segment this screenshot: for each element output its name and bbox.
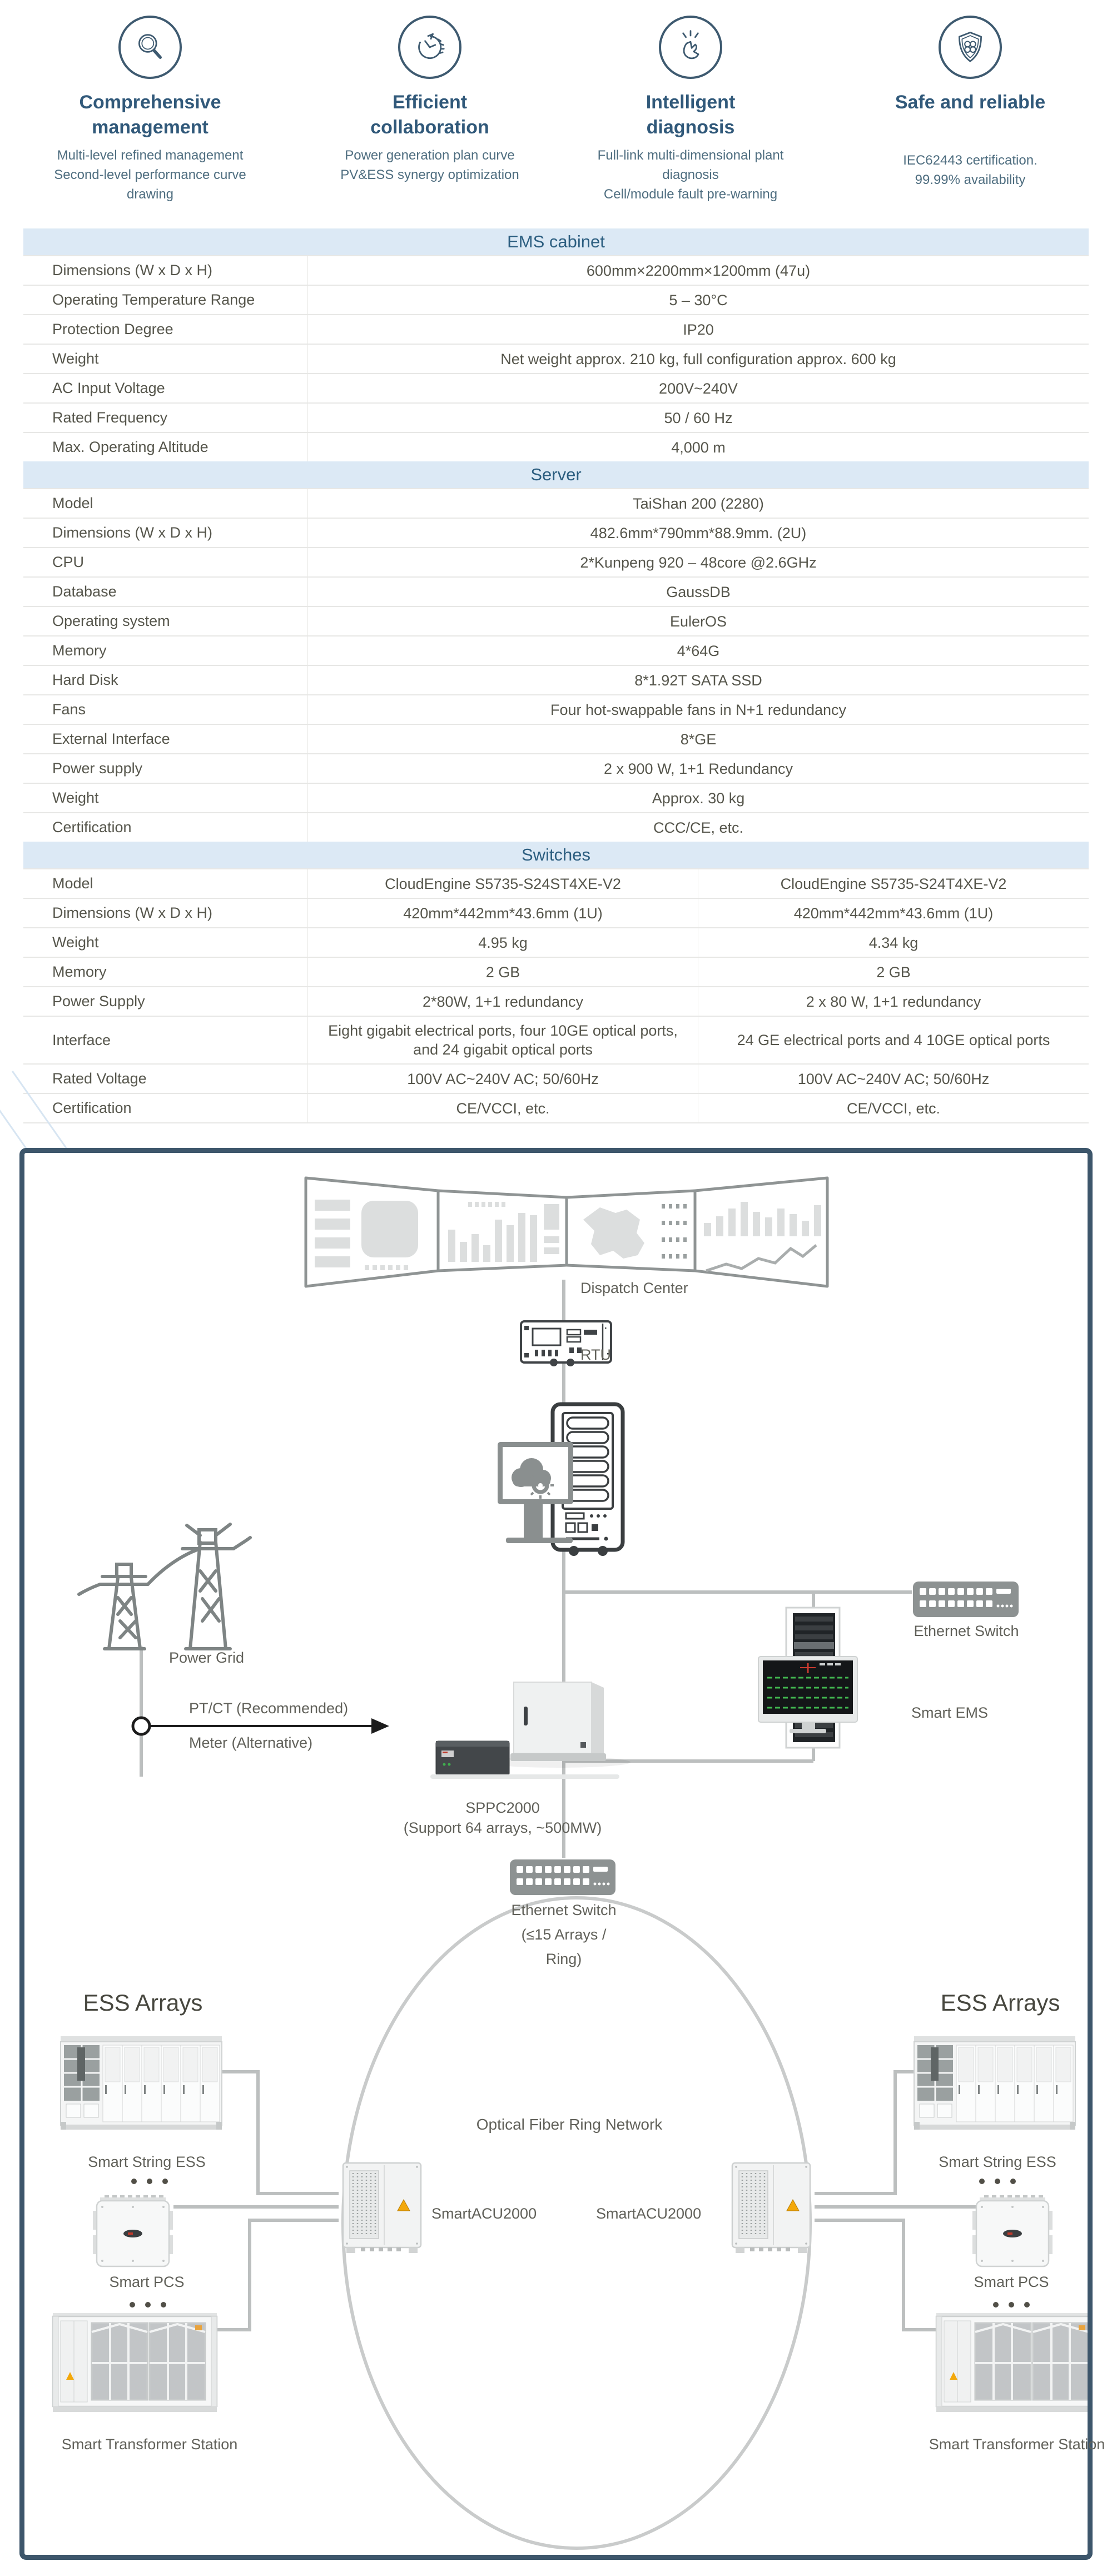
feature-desc-line1: Full-link multi-dimensional plant diagnosis	[597, 148, 784, 182]
power-grid-label: Power Grid	[169, 1649, 245, 1666]
smart-transformer-left-icon	[53, 2313, 217, 2412]
feature-desc	[319, 146, 541, 185]
spec-row: Model CloudEngine S5735-S24ST4XE-V2 CloudEngine S5735-S24T4XE-V2	[23, 868, 1089, 898]
feature-title	[859, 90, 1081, 115]
ess-arrays-right-title: ESS Arrays	[940, 1990, 1060, 2016]
spec-row: Dimensions (W x D x H) 482.6mm*790mm*88.9mm. (2U)	[23, 518, 1089, 547]
optical-ring-label: Optical Fiber Ring Network	[476, 2116, 663, 2133]
feature-title	[579, 90, 802, 140]
spec-row: CPU 2*Kunpeng 920 – 48core @2.6GHz	[23, 547, 1089, 576]
feature-desc	[579, 146, 802, 204]
feature-desc-line1: Power generation plan curve	[345, 148, 515, 163]
spec-row: Dimensions (W x D x H) 600mm×2200mm×1200mm (47u)	[23, 255, 1089, 285]
finger-snap-icon	[659, 16, 722, 79]
center-switch-label-line3: Ring)	[545, 1951, 582, 1967]
smartacu2000-left-label: SmartACU2000	[431, 2205, 537, 2222]
feature-desc	[39, 146, 261, 204]
spec-row: Interface Eight gigabit electrical ports, four 10GE optical ports, and 24 gigabit optical ports 24 GE electrical ports and 4 10GE optical ports	[23, 1016, 1089, 1063]
feature-desc-line2: Cell/module fault pre-warning	[603, 187, 778, 202]
spec-tables	[23, 228, 1089, 1123]
spec-row: Power Supply 2*80W, 1+1 redundancy 2 x 80 W, 1+1 redundancy	[23, 986, 1089, 1016]
feature-title	[39, 90, 261, 140]
smart-string-ess-left-label: Smart String ESS	[88, 2154, 206, 2170]
smart-transformer-left-label: Smart Transformer Station	[61, 2436, 238, 2453]
center-switch-label-line1: Ethernet Switch	[511, 1902, 617, 1918]
sppc2000-label-line1: SPPC2000	[465, 1799, 540, 1816]
feature-title-line2: collaboration	[370, 117, 489, 138]
table-header-ems: EMS cabinet	[23, 228, 1089, 255]
architecture-diagram	[19, 1148, 1105, 2560]
spec-row: Weight Approx. 30 kg	[23, 783, 1089, 812]
feature-title-line2: management	[92, 117, 209, 138]
ess-arrays-left-title: ESS Arrays	[83, 1990, 203, 2016]
ellipsis-dots	[131, 2179, 168, 2184]
sppc2000-label	[386, 1798, 619, 1838]
smart-pcs-right-label: Smart PCS	[974, 2274, 1049, 2290]
smart-pcs-right-icon	[972, 2195, 1053, 2266]
ptct-label: PT/CT (Recommended)	[189, 1700, 349, 1717]
ellipsis-dots	[979, 2179, 1016, 2184]
smartacu2000-right-icon	[732, 2163, 810, 2253]
grid-tap-node	[133, 1718, 150, 1734]
feature-title	[319, 90, 541, 140]
spec-row: Memory 4*64G	[23, 635, 1089, 665]
feature-desc	[859, 151, 1081, 190]
feature-comprehensive-management	[39, 16, 261, 204]
smart-pcs-left-label: Smart PCS	[109, 2274, 185, 2290]
feature-desc-line1: IEC62443 certification.	[903, 153, 1037, 168]
feature-desc-line1: Multi-level refined management	[57, 148, 244, 163]
spec-row: Model TaiShan 200 (2280)	[23, 488, 1089, 518]
feature-intelligent-diagnosis	[579, 16, 802, 204]
spec-row: Weight 4.95 kg 4.34 kg	[23, 927, 1089, 957]
spec-row: Dimensions (W x D x H) 420mm*442mm*43.6mm (1U) 420mm*442mm*43.6mm (1U)	[23, 898, 1089, 927]
feature-title-line1: Intelligent	[646, 92, 736, 113]
feature-title-line1: Comprehensive	[79, 92, 221, 113]
spec-row: Power supply 2 x 900 W, 1+1 Redundancy	[23, 753, 1089, 783]
ellipsis-dots	[130, 2302, 166, 2308]
spec-row: Fans Four hot-swappable fans in N+1 redundancy	[23, 694, 1089, 724]
feature-desc-line2: Second-level performance curve drawing	[54, 167, 246, 202]
spec-row: Database GaussDB	[23, 576, 1089, 606]
ethernet-switch-center-icon	[510, 1859, 615, 1895]
shield-clover-icon	[939, 16, 1002, 79]
sppc2000-label-line2: (Support 64 arrays, ~500MW)	[403, 1819, 602, 1836]
ethernet-switch-top-icon	[913, 1582, 1019, 1617]
spec-row: External Interface 8*GE	[23, 724, 1089, 753]
feature-title-line1: Safe and reliable	[895, 92, 1046, 113]
magnifier-icon	[118, 16, 182, 79]
spec-row: Max. Operating Altitude 4,000 m	[23, 432, 1089, 461]
dispatch-center-label: Dispatch Center	[580, 1280, 688, 1296]
feature-efficient-collaboration	[319, 16, 541, 185]
feature-desc-line2: PV&ESS synergy optimization	[340, 167, 519, 182]
smartacu2000-left-icon	[343, 2163, 421, 2253]
spec-row: Rated Frequency 50 / 60 Hz	[23, 402, 1089, 432]
spec-row: Rated Voltage 100V AC~240V AC; 50/60Hz 100V AC~240V AC; 50/60Hz	[23, 1063, 1089, 1093]
meter-label: Meter (Alternative)	[189, 1734, 313, 1751]
spec-row: Protection Degree IP20	[23, 314, 1089, 344]
smart-transformer-right-label: Smart Transformer Station	[929, 2436, 1105, 2453]
diagram-canvas	[24, 1153, 1088, 2555]
feature-safe-reliable	[859, 16, 1081, 190]
ptct-arrow	[133, 1718, 389, 1734]
rtu-label: RTU	[580, 1346, 612, 1363]
spec-row: Memory 2 GB 2 GB	[23, 957, 1089, 986]
spec-row: Operating Temperature Range 5 – 30°C	[23, 285, 1089, 314]
ethernet-switch-center-label	[480, 1898, 647, 1971]
table-header-switches: Switches	[23, 842, 1089, 868]
feature-title-line1: Efficient	[392, 92, 468, 113]
clock-cycle-icon	[398, 16, 461, 79]
feature-title-line2: diagnosis	[646, 117, 735, 138]
smart-pcs-left-icon	[93, 2195, 173, 2266]
feature-desc-line2: 99.99% availability	[915, 172, 1026, 187]
center-switch-label-line2: (≤15 Arrays /	[521, 1926, 607, 1943]
spec-row: Certification CCC/CE, etc.	[23, 812, 1089, 842]
spec-row: Certification CE/VCCI, etc. CE/VCCI, etc.	[23, 1093, 1089, 1123]
smart-ems-monitor	[758, 1657, 857, 1733]
smart-string-ess-left-icon	[61, 2036, 222, 2130]
spec-row: Weight Net weight approx. 210 kg, full configuration approx. 600 kg	[23, 344, 1089, 373]
power-grid-icon	[79, 1524, 250, 1649]
dispatch-center-monitor-wall	[306, 1178, 827, 1286]
smart-transformer-right-icon	[936, 2313, 1088, 2412]
ethernet-switch-top-label: Ethernet Switch	[914, 1623, 1019, 1639]
spec-row: Operating system EulerOS	[23, 606, 1089, 635]
smart-string-ess-right-icon	[914, 2036, 1075, 2130]
table-header-server: Server	[23, 461, 1089, 488]
smartacu2000-right-label: SmartACU2000	[596, 2205, 702, 2222]
ellipsis-dots	[993, 2302, 1030, 2308]
spec-row: Hard Disk 8*1.92T SATA SSD	[23, 665, 1089, 694]
spec-row: AC Input Voltage 200V~240V	[23, 373, 1089, 402]
smart-string-ess-right-label: Smart String ESS	[939, 2154, 1056, 2170]
smart-ems-label: Smart EMS	[911, 1704, 989, 1721]
